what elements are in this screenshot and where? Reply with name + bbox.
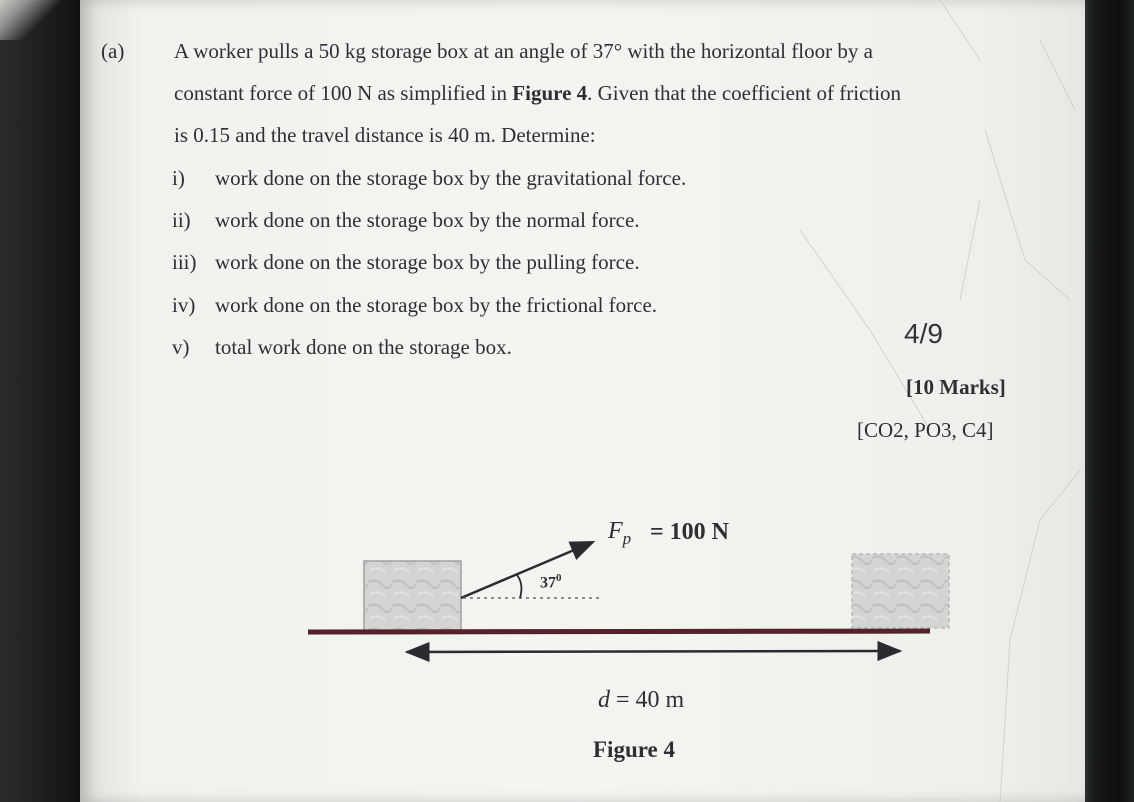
distance-value: = 40 m: [616, 687, 685, 713]
part-number: iii): [172, 250, 197, 274]
part-text: work done on the storage box by the pulling force.: [215, 250, 640, 274]
part-number: iv): [172, 293, 196, 317]
part-text: work done on the storage box by the normal force.: [215, 208, 640, 232]
part-text: work done on the storage box by the frictional force.: [215, 293, 658, 317]
angle-label: [540, 573, 562, 591]
distance-arrow: [407, 651, 900, 652]
angle-value: 37: [540, 574, 556, 592]
part-number: i): [172, 166, 185, 190]
storage-box-final: [852, 554, 949, 628]
floor-line: [308, 631, 930, 632]
distance-label: [598, 688, 684, 712]
angle-degree-mark: 0: [556, 572, 562, 584]
pulling-force-arrow: [461, 542, 593, 598]
part-text: total work done on the storage box.: [215, 335, 512, 359]
background-corner: [0, 0, 60, 40]
device-bezel-right: [1079, 0, 1134, 802]
force-value: = 100 N: [650, 519, 730, 545]
figure-caption: Figure 4: [593, 737, 675, 762]
question-label: (a): [101, 39, 125, 63]
page-number: 4/9: [904, 318, 943, 349]
storage-box-initial: [364, 561, 461, 631]
stem-line-2-end: . Given that the coefficient of friction: [587, 81, 902, 105]
figure-4-diagram: [80, 0, 1085, 802]
stem-line-2-middle: as simplified in: [377, 81, 508, 105]
force-label: [608, 519, 631, 547]
part-number: ii): [172, 208, 191, 232]
exam-paper: [80, 0, 1085, 802]
outcomes-label: [CO2, PO3, C4]: [857, 418, 994, 442]
marks-label: [10 Marks]: [906, 375, 1006, 399]
angle-arc: [517, 575, 521, 598]
stem-line-2-start: constant force of 100 N: [174, 81, 373, 105]
figure-reference: Figure 4: [512, 81, 588, 105]
part-number: v): [172, 335, 190, 359]
force-symbol: F: [608, 518, 623, 544]
force-subscript: p: [622, 528, 632, 548]
distance-symbol: d: [598, 687, 610, 713]
question-stem-line-1: A worker pulls a 50 kg storage box at an angle of 37° with the horizontal floor by a: [174, 39, 873, 63]
part-text: work done on the storage box by the gravitational force.: [215, 166, 687, 190]
question-stem-line-3: is 0.15 and the travel distance is 40 m. Determine:: [174, 123, 596, 147]
